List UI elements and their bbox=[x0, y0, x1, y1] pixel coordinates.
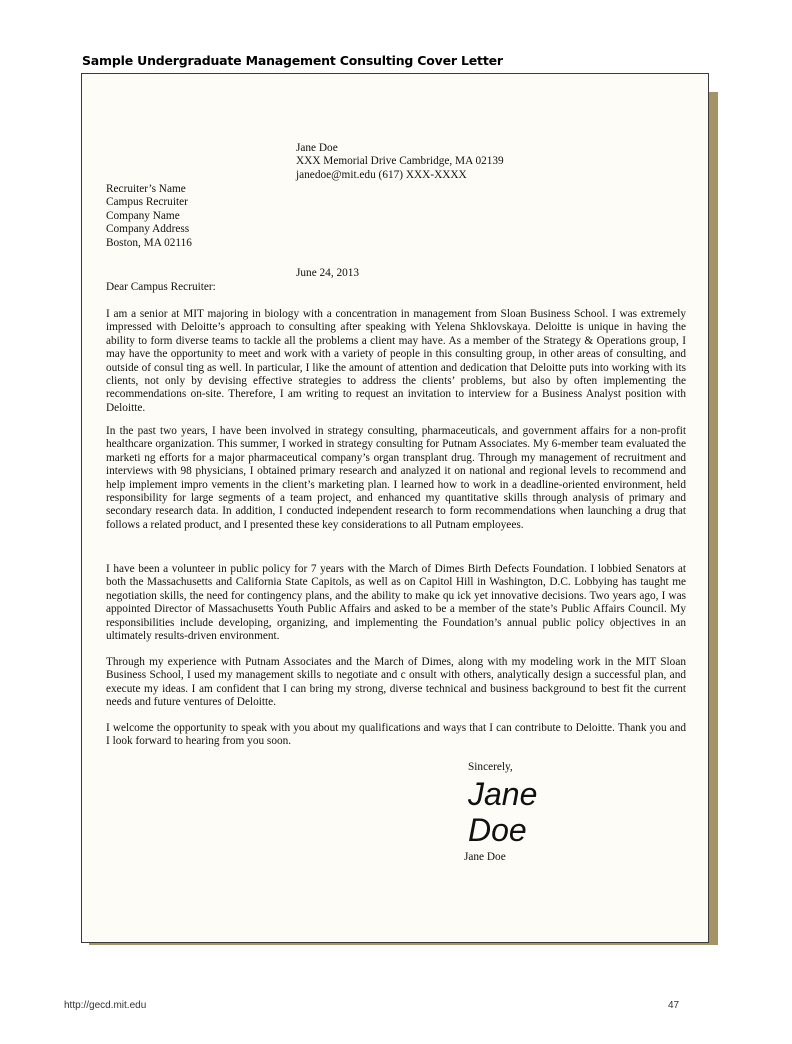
signature-name: Jane Doe bbox=[464, 851, 506, 863]
body-paragraph: In the past two years, I have been involved in strategy consulting, pharmaceuticals, and government affairs for a non-profit healthcare organization. This summer, I worked in strategy consulting for Putnam Associates. My 6-member team evaluated the marketi ng efforts for a major pharmaceutical company’s organ transplant drug. Through my management of recruitment and interviews with 98 physicians, I obtained primary research and analyzed it on national and regional levels to recommend and help implement impro vements in the client’s marketing plan. I learned how to work in a deadline-oriented environment, held responsibility for large segments of a team project, and enhanced my quantitative skills through analysis of primary and secondary research data. In addition, I conducted independent research to form recommendations when launching a drug that follows a related product, and I presented these key considerations to all Putnam employees. bbox=[106, 425, 686, 531]
body-paragraph: I have been a volunteer in public policy for 7 years with the March of Dimes Birth Defects Foundation. I lobbied Senators at both the Massachusetts and California State Capitols, as well as on Capitol Hill in Washington, D.C. Lobbying has taught me negotiation skills, the need for contingency plans, and the ability to make qu ick yet innovative decisions. Two years ago, I was appointed Director of Massachusetts Youth Public Affairs and asked to be a member of the state’s Public Affairs Council. My responsibilities include developing, organizing, and implementing the Foundation’s annual public policy objectives in an ultimately results-driven environment. bbox=[106, 563, 686, 643]
footer-url: http://gecd.mit.edu bbox=[64, 1000, 147, 1011]
sender-block bbox=[296, 142, 504, 182]
sender-address: XXX Memorial Drive Cambridge, MA 02139 bbox=[296, 155, 504, 168]
recipient-line: Campus Recruiter bbox=[106, 196, 188, 209]
recipient-line: Recruiter’s Name bbox=[106, 183, 186, 195]
cover-letter bbox=[81, 73, 709, 943]
recipient-line: Company Name bbox=[106, 209, 180, 222]
signature-last-name: Doe bbox=[468, 812, 527, 848]
salutation: Dear Campus Recruiter: bbox=[106, 281, 216, 293]
recipient-line: Boston, MA 02116 bbox=[106, 236, 192, 249]
sender-contact: janedoe@mit.edu (617) XXX-XXXX bbox=[296, 168, 467, 181]
recipient-line: Company Address bbox=[106, 223, 190, 236]
page-number: 47 bbox=[668, 1000, 680, 1011]
page-heading: Sample Undergraduate Management Consulting Cover Letter bbox=[82, 53, 503, 68]
letter-date: June 24, 2013 bbox=[296, 267, 360, 279]
body-paragraph: Through my experience with Putnam Associates and the March of Dimes, along with my modeling work in the MIT Sloan Business School, I used my management skills to negotiate and c onsult with others, analytically design a successful plan, and execute my ideas. I am confident that I can bring my strong, diverse technical and business background to best fit the current needs and future ventures of Deloitte. bbox=[106, 656, 686, 709]
body-paragraph: I am a senior at MIT majoring in biology with a concentration in management from Sloan Business School. I was extremely impressed with Deloitte’s approach to consulting after speaking with Yelena Shklovskaya. Deloitte is unique in having the ability to form diverse teams to tackle all the problems a client may have. As a member of the Strategy & Operations group, I may have the opportunity to meet and work with a variety of people in this consulting group, in other areas of consulting, and outside of consul ting as well. In particular, I like the amount of attention and dedication that Deloitte puts into working with its clients, not only by devising effective strategies to address the clients’ problems, but also by often implementing the recommendations on-site. Therefore, I am writing to request an invitation to interview for a Business Analyst position with Deloitte. bbox=[106, 308, 686, 414]
sender-name: Jane Doe bbox=[296, 142, 338, 154]
recipient-block bbox=[106, 183, 192, 250]
closing: Sincerely, bbox=[468, 761, 513, 773]
signature-first-name: Jane bbox=[468, 776, 538, 812]
body-paragraph: I welcome the opportunity to speak with you about my qualifications and ways that I can contribute to Deloitte. Thank you and I look forward to hearing from you soon. bbox=[106, 722, 686, 748]
